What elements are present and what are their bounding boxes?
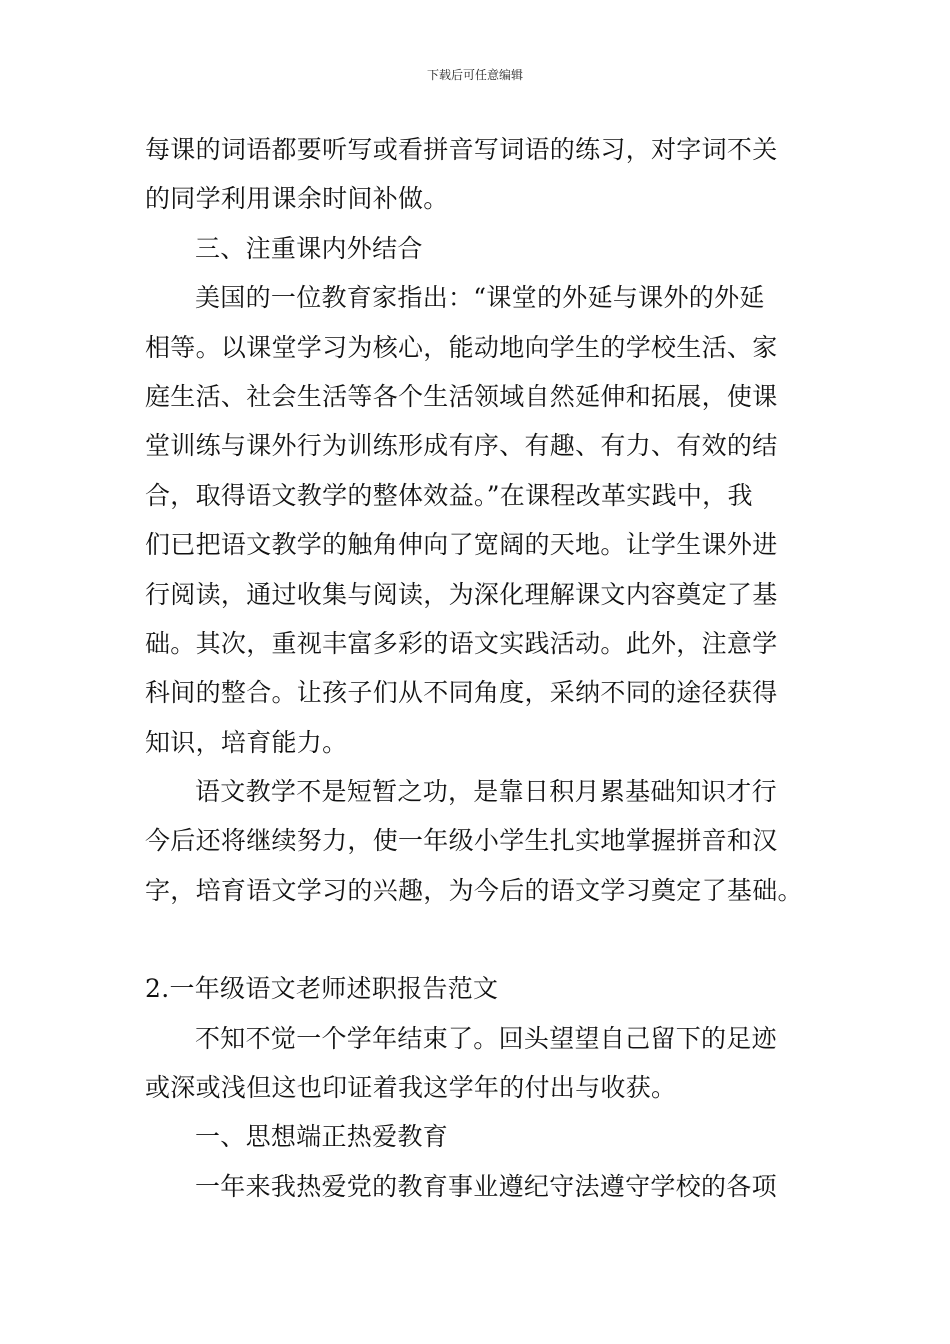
paragraph-line: 堂训练与课外行为训练形成有序、有趣、有力、有效的结 [145,431,778,461]
article-title: 2.一年级语文老师述职报告范文 [145,974,499,1004]
paragraph-line: 庭生活、社会生活等各个生活领域自然延伸和拓展，使课 [145,381,778,411]
paragraph-line: 不知不觉一个学年结束了。回头望望自己留下的足迹 [195,1023,777,1053]
paragraph-line: 语文教学不是短暂之功，是靠日积月累基础知识才行 [195,777,777,807]
section-heading: 三、注重课内外结合 [195,233,423,263]
paragraph-line: 字，培育语文学习的兴趣，为今后的语文学习奠定了基础。 [145,875,803,905]
paragraph-line: 础。其次，重视丰富多彩的语文实践活动。此外，注意学 [145,628,778,658]
paragraph-line: 今后还将继续努力，使一年级小学生扎实地掌握拼音和汉 [145,826,778,856]
paragraph-line: 或深或浅但这也印证着我这学年的付出与收获。 [145,1073,677,1103]
paragraph-line: 的同学利用课余时间补做。 [145,184,449,214]
paragraph-line: 行阅读，通过收集与阅读，为深化理解课文内容奠定了基 [145,579,778,609]
paragraph-line: 科间的整合。让孩子们从不同角度，采纳不同的途径获得 [145,678,778,708]
paragraph-line: 相等。以课堂学习为核心，能动地向学生的学校生活、家 [145,332,778,362]
paragraph-line: 每课的词语都要听写或看拼音写词语的练习，对字词不关 [145,135,778,164]
paragraph-line: 美国的一位教育家指出：“课堂的外延与课外的外延 [195,283,765,313]
section-heading: 一、思想端正热爱教育 [195,1122,449,1152]
paragraph-line: 知识，培育能力。 [145,727,348,757]
blank-line [145,915,810,964]
paragraph-line: 一年来我热爱党的教育事业遵纪守法遵守学校的各项 [195,1171,777,1201]
paragraph-line: 们已把语文教学的触角伸向了宽阔的天地。让学生课外进 [145,530,778,560]
page-header: 下载后可任意编辑 [426,68,523,82]
document-body [145,125,810,1211]
paragraph-line: 合，取得语文教学的整体效益。”在课程改革实践中，我 [145,480,753,510]
